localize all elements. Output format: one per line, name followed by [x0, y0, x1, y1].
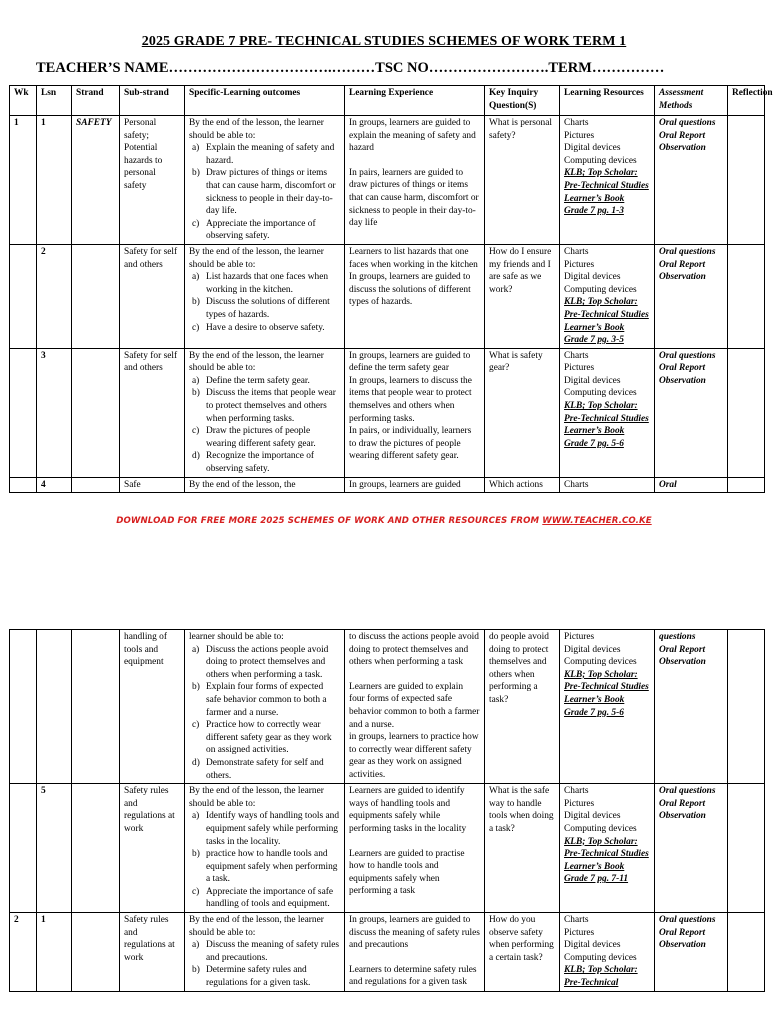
week-cell: [10, 784, 37, 913]
outcome-text: Recognize the importance of observing safety.: [206, 451, 315, 475]
lesson-cell: 2: [37, 244, 72, 348]
outcome-marker: a): [192, 811, 200, 822]
experience-paragraph: Learners to determine safety rules and regulations for a given task: [349, 964, 477, 988]
outcome-item: [189, 810, 340, 848]
line-item: Digital devices: [564, 272, 621, 283]
outcome-marker: b): [192, 849, 200, 860]
resource-lines: [564, 350, 650, 400]
experience-cell: [345, 913, 485, 992]
strand-cell: [72, 348, 120, 477]
outcome-item: [189, 644, 340, 682]
sub-strand-cell: Safety for self and others: [120, 244, 185, 348]
assessment-lines: [659, 785, 723, 823]
learner-book-reference: KLB; Top Scholar: Pre-Technical: [564, 965, 638, 989]
line-item: Pictures: [564, 363, 595, 374]
experience-paragraph: In groups, learners are guided to discuss the solutions of different types of hazards.: [349, 272, 471, 308]
strand-cell: [72, 244, 120, 348]
line-item: Pictures: [564, 259, 595, 270]
experience-paragraph: In groups, learners to discuss the items that people wear to protect themselves and others when performing tasks.: [349, 375, 472, 424]
sub-strand-cell: Safe: [120, 477, 185, 493]
outcome-list: [189, 142, 340, 243]
reflection-cell: [728, 348, 765, 477]
header-lesson: Lsn: [37, 86, 72, 116]
outcome-item: [189, 296, 340, 321]
reflection-cell: [728, 116, 765, 245]
assessment-lines: [659, 631, 723, 669]
table-row: [10, 348, 765, 477]
experience-paragraphs: [349, 785, 480, 898]
line-item: Digital devices: [564, 375, 621, 386]
line-item: Digital devices: [564, 143, 621, 154]
outcome-item: [189, 387, 340, 425]
strand-cell: [72, 477, 120, 493]
line-item: Observation: [659, 272, 706, 283]
lesson-cell: 3: [37, 348, 72, 477]
experience-paragraph: Learners are guided to practise how to handle tools and equipments safely when performing a task: [349, 848, 465, 897]
header-experience: Learning Experience: [345, 86, 485, 116]
header-strand: Strand: [72, 86, 120, 116]
line-item: Charts: [564, 246, 589, 257]
line-item: Charts: [564, 118, 589, 128]
outcome-intro: By the end of the lesson, the learner should be able to:: [189, 786, 324, 809]
download-footer-note: [0, 516, 768, 526]
week-cell: 2: [10, 913, 37, 992]
experience-paragraph: In pairs, learners are guided to draw pictures of things or items that can cause harm, discomfort or sickness to people in their day-to-day life: [349, 167, 479, 229]
table-row-continued: [10, 630, 765, 784]
key-question-cell: How do you observe safety when performing a certain task?: [485, 913, 560, 992]
learner-book-reference: KLB; Top Scholar: Pre-Technical Studies Learner’s Book Grade 7 pg. 5-6: [564, 669, 649, 718]
assessment-cell: [655, 913, 728, 992]
strand-cell: [72, 913, 120, 992]
lesson-cell: 1: [37, 913, 72, 992]
outcome-text: Discuss the actions people avoid doing to protect themselves and others when performing a task.: [206, 644, 329, 680]
line-item: Oral questions: [659, 118, 716, 128]
outcome-marker: d): [192, 757, 200, 768]
line-item: Oral questions: [659, 246, 716, 257]
resources-cell: [560, 784, 655, 913]
key-question-cell: What is safety gear?: [485, 348, 560, 477]
outcome-text: Explain four forms of expected safe behavior common to both a farmer and a nurse.: [206, 682, 327, 718]
outcome-marker: a): [192, 940, 200, 951]
outcome-intro: By the end of the lesson, the learner should be able to:: [189, 246, 324, 270]
outcome-list: [189, 810, 340, 911]
outcome-item: [189, 322, 340, 335]
experience-cell: [345, 348, 485, 477]
outcome-text: Demonstrate safety for self and others.: [206, 757, 324, 781]
outcome-marker: c): [192, 322, 200, 333]
assessment-lines: [659, 914, 723, 952]
outcome-marker: d): [192, 451, 200, 462]
line-item: Oral questions: [659, 350, 716, 361]
outcome-marker: a): [192, 375, 200, 386]
outcomes-cell: [185, 630, 345, 784]
outcome-item: [189, 425, 340, 450]
footer-website-link[interactable]: WWW.TEACHER.CO.KE: [542, 516, 652, 526]
week-cell: [10, 477, 37, 493]
table-row: [10, 913, 765, 992]
key-question-cell: do people avoid doing to protect themselves and others when performing a task?: [485, 630, 560, 784]
outcome-text: Appreciate the importance of safe handling of tools and equipment.: [206, 886, 334, 910]
learner-book-reference: KLB; Top Scholar: Pre-Technical Studies Learner’s Book Grade 7 pg. 5-6: [564, 401, 649, 449]
table-row: [10, 477, 765, 493]
outcome-text: Practice how to correctly wear different safety gear as they work on assigned activities.: [206, 720, 332, 756]
learner-book-reference: KLB; Top Scholar: Pre-Technical Studies Learner’s Book Grade 7 pg. 1-3: [564, 168, 649, 217]
assessment-lines: [659, 350, 723, 388]
week-cell: 1: [10, 116, 37, 245]
resource-lines: [564, 117, 650, 167]
line-item: Pictures: [564, 632, 595, 642]
teacher-details-line: TEACHER’S NAME…………………………….………TSC NO…………………….TERM……………: [36, 60, 665, 76]
experience-paragraph: In groups, learners are guided to define the term safety gear: [349, 350, 471, 374]
line-item: Oral Report: [659, 927, 706, 938]
line-item: Computing devices: [564, 284, 637, 295]
document-title: 2025 GRADE 7 PRE- TECHNICAL STUDIES SCHEMES OF WORK TERM 1: [141, 34, 627, 49]
resource-lines: [564, 914, 650, 964]
outcome-marker: a): [192, 143, 200, 154]
footer-text: DOWNLOAD FOR FREE MORE 2025 SCHEMES OF WORK AND OTHER RESOURCES FROM: [116, 516, 543, 526]
learner-book-reference: KLB; Top Scholar: Pre-Technical Studies Learner’s Book Grade 7 pg. 7-11: [564, 836, 649, 885]
header-key-question: Key Inquiry Question(S): [485, 86, 560, 116]
outcome-text: Discuss the items that people wear to protect themselves and others when performing tasks.: [206, 388, 336, 424]
resources-cell: Charts: [560, 477, 655, 493]
outcome-text: Draw the pictures of people wearing different safety gear.: [206, 426, 316, 449]
experience-paragraph: Learners to list hazards that one faces when working in the kitchen: [349, 246, 478, 270]
outcome-text: Draw pictures of things or items that can cause harm, discomfort or sickness to people in their day-to-day life.: [206, 168, 336, 217]
scheme-table-page-1: [9, 85, 773, 493]
outcome-item: [189, 218, 340, 243]
outcomes-cell: By the end of the lesson, the: [185, 477, 345, 493]
outcome-intro: By the end of the lesson, the learner should be able to:: [189, 350, 324, 374]
outcome-marker: a): [192, 272, 200, 283]
line-item: Pictures: [564, 927, 595, 938]
outcome-marker: c): [192, 720, 200, 731]
line-item: Charts: [564, 786, 589, 797]
assessment-cell: [655, 244, 728, 348]
experience-paragraphs: [349, 914, 480, 989]
experience-cell: [345, 784, 485, 913]
outcome-item: [189, 450, 340, 475]
outcome-text: Discuss the meaning of safety rules and precautions.: [206, 940, 340, 963]
experience-cell: [345, 630, 485, 784]
outcome-list: [189, 271, 340, 334]
assessment-cell: [655, 116, 728, 245]
line-item: Oral questions: [659, 786, 716, 797]
outcomes-cell: [185, 913, 345, 992]
outcome-item: [189, 939, 340, 964]
week-cell: [10, 244, 37, 348]
outcome-list: [189, 939, 340, 989]
lesson-cell: 5: [37, 784, 72, 913]
assessment-cell: [655, 784, 728, 913]
header-outcomes: Specific-Learning outcomes: [185, 86, 345, 116]
experience-cell: [345, 244, 485, 348]
outcome-text: List hazards that one faces when working in the kitchen.: [206, 272, 329, 295]
experience-paragraphs: [349, 246, 480, 309]
resource-lines: [564, 785, 650, 835]
outcome-text: Explain the meaning of safety and hazard.: [206, 143, 335, 166]
outcome-marker: b): [192, 168, 200, 179]
reflection-cell: [728, 913, 765, 992]
outcome-marker: b): [192, 682, 200, 693]
outcomes-cell: [185, 116, 345, 245]
week-cell: [10, 348, 37, 477]
resources-cell: [560, 244, 655, 348]
outcome-item: [189, 375, 340, 388]
key-question-cell: What is the safe way to handle tools when doing a task?: [485, 784, 560, 913]
line-item: Oral Report: [659, 363, 706, 374]
key-question-cell: How do I ensure my friends and I are safe as we work?: [485, 244, 560, 348]
header-reflection: Reflection: [728, 86, 765, 116]
table-header-row: [10, 86, 765, 116]
lesson-cell: 1: [37, 116, 72, 245]
outcome-item: [189, 681, 340, 719]
outcome-item: [189, 167, 340, 217]
learner-book-reference: KLB; Top Scholar: Pre-Technical Studies Learner’s Book Grade 7 pg. 3-5: [564, 297, 649, 346]
sub-strand-cell: handling of tools and equipment: [120, 630, 185, 784]
line-item: Computing devices: [564, 823, 637, 834]
table-row: [10, 244, 765, 348]
outcome-text: Appreciate the importance of observing safety.: [206, 218, 316, 242]
sub-strand-cell: Safety rules and regulations at work: [120, 784, 185, 913]
outcome-intro: learner should be able to:: [189, 632, 284, 642]
resources-cell: [560, 348, 655, 477]
reflection-cell: [728, 244, 765, 348]
outcome-marker: b): [192, 388, 200, 399]
experience-paragraph: In groups, learners are guided to discuss the meaning of safety rules and precautions: [349, 915, 480, 951]
scheme-table-page-2: [9, 629, 765, 992]
line-item: Digital devices: [564, 811, 621, 822]
resource-lines: [564, 631, 650, 669]
outcome-marker: a): [192, 644, 200, 655]
assessment-lines: [659, 117, 723, 155]
line-item: Oral Report: [659, 644, 706, 655]
reflection-cell: [728, 477, 765, 493]
key-question-cell: What is personal safety?: [485, 116, 560, 245]
outcome-item: [189, 142, 340, 167]
lesson-cell: 4: [37, 477, 72, 493]
line-item: Digital devices: [564, 644, 621, 655]
experience-paragraph: to discuss the actions people avoid doing to protect themselves and others when performing a task: [349, 632, 479, 668]
line-item: Computing devices: [564, 155, 637, 166]
header-resources: Learning Resources: [560, 86, 655, 116]
resources-cell: [560, 630, 655, 784]
experience-paragraph: in groups, learners to practice how to correctly wear different safety gear as they work on assigned activities.: [349, 732, 479, 780]
week-cell: [10, 630, 37, 784]
resource-lines: [564, 246, 650, 296]
outcome-item: [189, 719, 340, 757]
experience-paragraph: Learners are guided to identify ways of handling tools and equipments safely while performing tasks in the locality: [349, 786, 467, 834]
strand-cell: [72, 784, 120, 913]
line-item: questions: [659, 632, 696, 642]
table-row: [10, 784, 765, 913]
strand-cell: SAFETY: [72, 116, 120, 245]
outcome-text: Define the term safety gear.: [206, 375, 310, 386]
header-assessment: Assessment Methods: [655, 86, 728, 116]
line-item: Oral Report: [659, 130, 706, 141]
outcome-item: [189, 964, 340, 989]
outcome-text: practice how to handle tools and equipment safely when performing a task.: [206, 849, 338, 885]
line-item: Charts: [564, 915, 589, 926]
line-item: Charts: [564, 350, 589, 361]
outcome-item: [189, 757, 340, 782]
line-item: Observation: [659, 143, 706, 154]
experience-paragraphs: [349, 117, 480, 230]
outcome-item: [189, 848, 340, 886]
experience-paragraph: In pairs, or individually, learners to draw the pictures of people wearing different safety gear.: [349, 426, 472, 462]
assessment-cell: [655, 348, 728, 477]
sub-strand-cell: Personal safety; Potential hazards to personal safety: [120, 116, 185, 245]
resources-cell: [560, 116, 655, 245]
assessment-lines: [659, 246, 723, 284]
outcome-item: [189, 271, 340, 296]
outcome-text: Determine safety rules and regulations for a given task.: [206, 965, 311, 989]
outcomes-cell: [185, 348, 345, 477]
experience-cell: [345, 116, 485, 245]
outcome-marker: c): [192, 426, 200, 437]
line-item: Computing devices: [564, 952, 637, 963]
line-item: Oral Report: [659, 259, 706, 270]
outcome-intro: By the end of the lesson, the learner should be able to:: [189, 915, 324, 938]
lesson-cell: [37, 630, 72, 784]
header-week: Wk: [10, 86, 37, 116]
experience-paragraph: Learners are guided to explain four forms of expected safe behavior common to both a farmer and a nurse.: [349, 681, 480, 730]
outcomes-cell: [185, 244, 345, 348]
outcome-marker: b): [192, 965, 200, 976]
sub-strand-cell: Safety for self and others: [120, 348, 185, 477]
line-item: Observation: [659, 811, 706, 822]
outcome-list: [189, 375, 340, 476]
table-row: [10, 116, 765, 245]
outcome-intro: By the end of the lesson, the learner should be able to:: [189, 118, 324, 141]
line-item: Computing devices: [564, 388, 637, 399]
outcome-item: [189, 886, 340, 911]
line-item: Computing devices: [564, 657, 637, 668]
header-sub-strand: Sub-strand: [120, 86, 185, 116]
outcome-text: Have a desire to observe safety.: [206, 322, 325, 333]
strand-cell: [72, 630, 120, 784]
outcome-marker: b): [192, 297, 200, 308]
resources-cell: [560, 913, 655, 992]
line-item: Observation: [659, 657, 706, 668]
outcome-text: Discuss the solutions of different types of hazards.: [206, 297, 330, 320]
outcomes-cell: [185, 784, 345, 913]
assessment-cell: Oral: [655, 477, 728, 493]
assessment-cell: [655, 630, 728, 784]
reflection-cell: [728, 784, 765, 913]
outcome-list: [189, 644, 340, 783]
line-item: Pictures: [564, 798, 595, 809]
outcome-marker: c): [192, 886, 200, 897]
line-item: Observation: [659, 940, 706, 951]
sub-strand-cell: Safety rules and regulations at work: [120, 913, 185, 992]
experience-paragraphs: [349, 350, 480, 463]
experience-cell: In groups, learners are guided: [345, 477, 485, 493]
line-item: Pictures: [564, 130, 595, 141]
key-question-cell: Which actions: [485, 477, 560, 493]
line-item: Observation: [659, 375, 706, 386]
line-item: Oral Report: [659, 798, 706, 809]
line-item: Digital devices: [564, 940, 621, 951]
outcome-marker: c): [192, 218, 200, 229]
outcome-text: Identify ways of handling tools and equipment safely while performing tasks in the locality.: [206, 811, 340, 847]
experience-paragraphs: [349, 631, 480, 782]
experience-paragraph: In groups, learners are guided to explain the meaning of safety and hazard: [349, 118, 476, 154]
reflection-cell: [728, 630, 765, 784]
line-item: Oral questions: [659, 915, 716, 926]
